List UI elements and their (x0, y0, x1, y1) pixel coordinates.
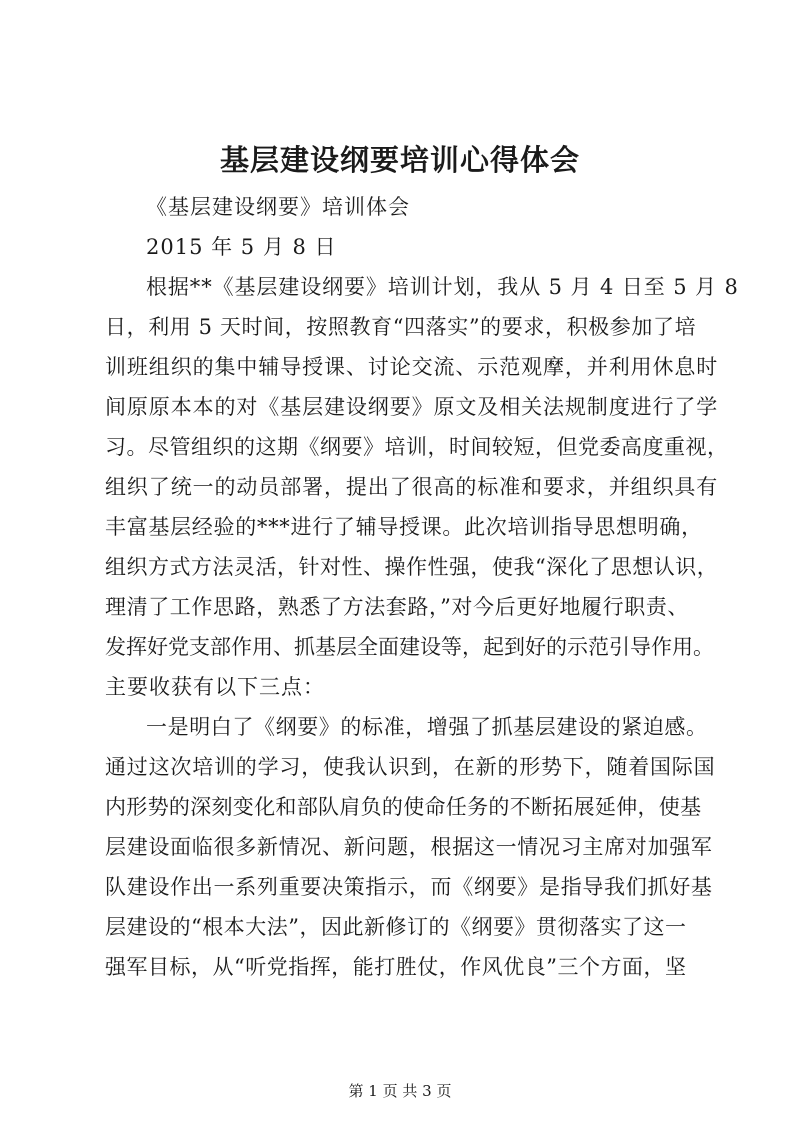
document-subtitle: 《基层建设纲要》培训体会 (146, 195, 410, 219)
body-line: 队建设作出一系列重要决策指示，而《纲要》是指导我们抓好基 (105, 875, 713, 899)
body-line: 间原原本本的对《基层建设纲要》原文及相关法规制度进行了学 (105, 395, 719, 419)
body-line: 组织方式方法灵活，针对性、操作性强，使我“深化了思想认识， (105, 555, 719, 579)
document-date: 2015 年 5 月 8 日 (146, 235, 337, 259)
page-title: 基层建设纲要培训心得体会 (219, 143, 580, 177)
body-line: 训班组织的集中辅导授课、讨论交流、示范观摩，并利用休息时 (105, 355, 719, 379)
body-line: 根据**《基层建设纲要》培训计划，我从 5 月 4 日至 5 月 8 (146, 275, 739, 299)
body-line: 发挥好党支部作用、抓基层全面建设等，起到好的示范引导作用。 (105, 635, 714, 659)
body-line: 一是明白了《纲要》的标准，增强了抓基层建设的紧迫感。 (146, 715, 708, 739)
body-line: 强军目标，从“听党指挥，能打胜仗，作风优良”三个方面，坚 (105, 955, 687, 979)
page-footer: 第 1 页 共 3 页 (348, 1082, 452, 1100)
body-line: 内形势的深刻变化和部队肩负的使命任务的不断拓展延伸，使基 (105, 795, 702, 819)
body-line: 通过这次培训的学习，使我认识到，在新的形势下，随着国际国 (105, 755, 716, 779)
body-line: 层建设的“根本大法”，因此新修订的《纲要》贯彻落实了这一 (105, 915, 687, 939)
body-line: 习。尽管组织的这期《纲要》培训，时间较短，但党委高度重视， (105, 435, 729, 459)
body-line: 主要收获有以下三点： (105, 675, 325, 699)
body-line: 日，利用 5 天时间，按照教育“四落实”的要求，积极参加了培 (105, 315, 697, 339)
body-line: 理清了工作思路，熟悉了方法套路，”对今后更好地履行职责、 (105, 595, 690, 619)
body-line: 组织了统一的动员部署，提出了很高的标准和要求，并组织具有 (105, 475, 719, 499)
body-line: 层建设面临很多新情况、新问题，根据这一情况习主席对加强军 (105, 835, 713, 859)
body-line: 丰富基层经验的***进行了辅导授课。此次培训指导思想明确， (105, 515, 703, 539)
